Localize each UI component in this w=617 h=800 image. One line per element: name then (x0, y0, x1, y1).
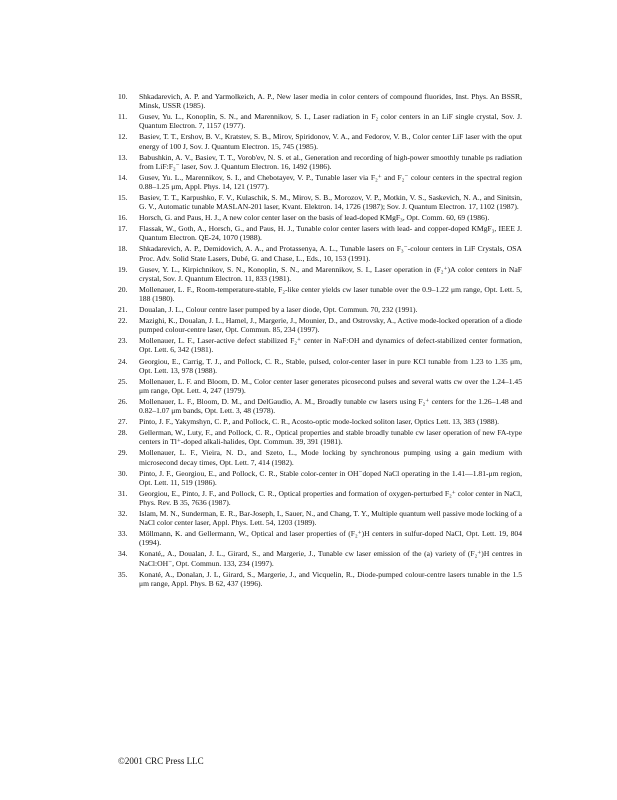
reference-text: Pinto, J. F., Georgiou, E., and Pollock, C. R., Stable color-center in OH⁻doped NaCl operating in the 1.41—1.81-μm region, Opt. Lett. 11, 519 (1986). (139, 468, 522, 487)
reference-text: Basiev, T. T., Ershov, B. V., Kratstev, S. B., Mirov, Spiridonov, V. A., and Fedorov, V. B., Color center LiF laser with the oput energy of 100 J, Sov. J. Quantum Electron. 15, 745 (1985). (139, 132, 522, 151)
reference-number: 14. (118, 172, 128, 182)
reference-text: Mollenauer, L. F. and Bloom, D. M., Color center laser generates picosecond pulses and several watts cw over the 1.24–1.45 μm range, Opt. Lett. 4, 247 (1979). (139, 376, 522, 395)
reference-text: Doualan, J. L., Colour centre laser pumped by a laser diode, Opt. Commun. 70, 232 (1991). (139, 305, 418, 315)
reference-number: 22. (118, 316, 128, 326)
reference-item (118, 417, 522, 426)
reference-item (118, 570, 522, 588)
reference-number: 20. (118, 284, 128, 294)
reference-item (118, 173, 522, 191)
reference-number: 26. (118, 396, 128, 406)
reference-text: Gusev, Y. L., Kirpichnikov, S. N., Konoplin, S. N., and Marennikov, S. I., Laser operation in (F₂⁺)A color centers in NaF crystal, Sov. J. Quantum Electron. 11, 833 (1981). (139, 264, 522, 283)
reference-text: Mollenauer, L. F., Laser-active defect stabilized F₂⁺ center in NaF:OH and dynamics of defect-stabilized center formation, Opt. Lett. 6, 342 (1981). (139, 336, 522, 355)
reference-number: 19. (118, 264, 128, 274)
reference-text: Shkadarevich, A. P., Demidovich, A. A., and Protassenya, A. L., Tunable lasers on F₃⁻-colour centers in LiF Crystals, OSA Proc. Adv. Solid State Lasers, Dubé, G. and Chase, L., Eds., 10, 153 (1991). (139, 244, 522, 263)
reference-item (118, 153, 522, 171)
reference-text: Horsch, G. and Paus, H. J., A new color center laser on the basis of lead-doped KMgF₃, Opt. Comm. 60, 69 (1986). (139, 213, 490, 223)
reference-item (118, 132, 522, 150)
reference-text: Babushkin, A. V., Basiev, T. T., Vorob'ev, N. S. et al., Generation and recording of high-power smoothly tunable ps radiation from LiF:F₂⁻ laser, Sov. J. Quantum Electron. 16, 1492 (1986). (139, 152, 522, 171)
reference-text: Gusev, Yu. L., Konoplin, S. N., and Marennikov, S. I., Laser radiation in F₂ color centers in an LiF single crystal, Sov. J. Quantum Electron. 7, 1157 (1977). (139, 112, 522, 131)
reference-item (118, 213, 522, 222)
reference-number: 15. (118, 193, 128, 203)
reference-text: Gellerman, W., Luty, F., and Pollock, C. R., Optical properties and stable broadly tunable cw laser operation of new FA-type centers in Tl⁺-doped alkali-halides, Opt. Commun. 39, 391 (1981). (139, 428, 522, 447)
reference-text: Georgiou, E., Carrig, T. J., and Pollock, C. R., Stable, pulsed, color-center laser in pure KCl tunable from 1.23 to 1.35 μm, Opt. Lett. 13, 978 (1988). (139, 356, 522, 375)
reference-number: 23. (118, 336, 128, 346)
reference-item (118, 316, 522, 334)
reference-text: Mazighi, K., Doualan, J. L., Hamel, J., Margerie, J., Mounier, D., and Ostrovsky, A., Active mode-locked operation of a diode pumped colour-centre laser, Opt. Commun. 85, 234 (1997). (139, 316, 522, 335)
reference-text: Gusev, Yu. L., Marennikov, S. I., and Chebotayev, V. P., Tunable laser via F₂⁺ and F₂⁻ colour centers in the spectral region 0.88–1.25 μm, Appl. Phys. 14, 121 (1977). (139, 172, 522, 191)
reference-item (118, 397, 522, 415)
reference-item (118, 377, 522, 395)
copyright-footer: ©2001 CRC Press LLC (118, 756, 204, 766)
reference-text: Shkadarevich, A. P. and Yarmolkeich, A. P., New laser media in color centers of compound fluorides, Inst. Phys. An BSSR, Minsk, USSR (1985). (139, 92, 522, 111)
reference-number: 16. (118, 213, 128, 223)
reference-item (118, 285, 522, 303)
reference-item (118, 193, 522, 211)
reference-item (118, 224, 522, 242)
reference-number: 24. (118, 356, 128, 366)
reference-text: Mollenauer, L. F., Vieira, N. D., and Szeto, L., Mode locking by synchronous pumping using a gain medium with microsecond decay times, Opt. Lett. 7, 414 (1982). (139, 448, 522, 467)
reference-item (118, 509, 522, 527)
reference-number: 21. (118, 305, 128, 315)
reference-item (118, 336, 522, 354)
reference-number: 35. (118, 569, 128, 579)
reference-text: Mollenauer, L. F., Bloom, D. M., and DelGaudio, A. M., Broadly tunable cw lasers using F₂⁺ centers for the 1.26–1.48 and 0.82–1.07 μm bands, Opt. Lett. 3, 48 (1978). (139, 396, 522, 416)
reference-item (118, 112, 522, 130)
reference-number: 13. (118, 152, 128, 162)
reference-item (118, 265, 522, 283)
reference-item (118, 428, 522, 446)
reference-text: Basiev, T. T., Karpushko, F. V., Kulaschik, S. M., Mirov, S. B., Morozov, V. P., Motkin, V. S., Saskevich, N. A., and Sinitsin, G. V., Automatic tunable MASLAN-201 laser, Kvant. Elektron. 14, 1726 (1987); Sov. J. Quantum Electron. 17, 1102 (1987). (139, 193, 522, 212)
reference-number: 18. (118, 244, 128, 254)
reference-text: Flassak, W., Goth, A., Horsch, G., and Paus, H. J., Tunable color center lasers with lead- and copper-doped KMgF₃, IEEE J. Quantum Electron. QE-24, 1070 (1988). (139, 224, 522, 243)
reference-number: 29. (118, 448, 128, 458)
reference-list (118, 92, 522, 590)
reference-item (118, 357, 522, 375)
reference-text: Pinto, J. F., Yakymshyn, C. P., and Pollock, C. R., Acosto-optic mode-locked soliton laser, Optics Lett. 13, 383 (1988). (139, 417, 499, 427)
reference-item (118, 549, 522, 567)
reference-text: Mollenauer, L. F., Room-temperature-stable, F₂-like center yields cw laser tunable over the 0.9–1.22 μm range, Opt. Lett. 5, 188 (1980). (139, 284, 522, 304)
reference-text: Konaté,, A., Doualan, J. L., Girard, S., and Margerie, J., Tunable cw laser emission of the (a) variety of (F₂⁺)H centres in NaCl:OH⁻, Opt. Commun. 133, 234 (1997). (139, 549, 522, 568)
reference-item (118, 92, 522, 110)
reference-number: 32. (118, 509, 128, 518)
reference-number: 33. (118, 529, 128, 539)
reference-item (118, 448, 522, 466)
reference-item (118, 469, 522, 487)
reference-item (118, 529, 522, 547)
reference-item (118, 305, 522, 314)
reference-number: 31. (118, 488, 128, 498)
reference-number: 11. (118, 112, 128, 122)
reference-item (118, 489, 522, 507)
reference-number: 25. (118, 376, 128, 386)
reference-text: Konaté, A., Donalan, J. L, Girard, S., Margerie, J., and Vicquelin, R., Diode-pumped colour-centre lasers tunable in the 1.5 μm range, Appl. Phys. B 62, 437 (1996). (139, 569, 522, 588)
reference-number: 12. (118, 132, 128, 142)
reference-number: 30. (118, 468, 128, 478)
reference-text: Möllmann, K. and Gellermann, W., Optical and laser properties of (F₂⁺)H centers in sulfur-doped NaCl, Opt. Lett. 19, 804 (1994). (139, 529, 522, 548)
reference-item (118, 244, 522, 262)
reference-number: 27. (118, 417, 128, 427)
reference-number: 34. (118, 549, 128, 559)
reference-number: 17. (118, 224, 128, 234)
reference-number: 28. (118, 428, 128, 438)
reference-text: Georgiou, E., Pinto, J. F., and Pollock, C. R., Optical properties and formation of oxygen-perturbed F₂⁺ color center in NaCl, Phys. Rev. B 35, 7636 (1987). (139, 488, 522, 507)
reference-number: 10. (118, 92, 128, 101)
reference-text: Islam, M. N., Sunderman, E. R., Bar-Joseph, I., Sauer, N., and Chang, T. Y., Multiple quantum well passive mode locking of a NaCl color center laser, Appl. Phys. Lett. 54, 1203 (1989). (139, 509, 522, 528)
